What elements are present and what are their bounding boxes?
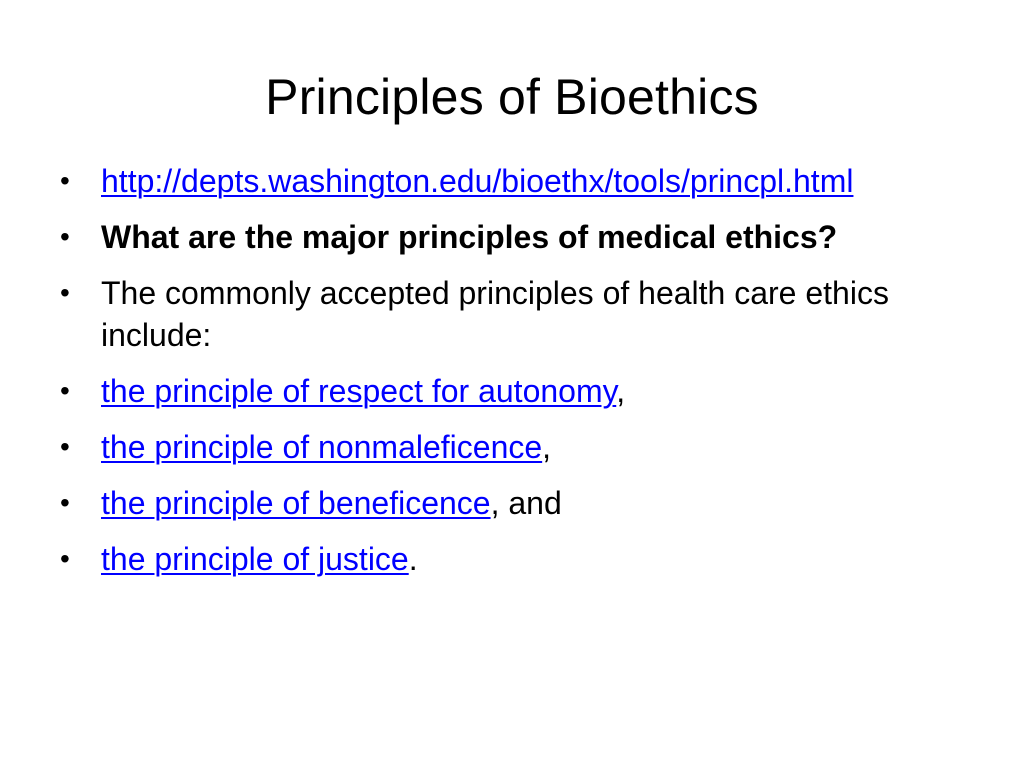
bullet-list — [58, 160, 968, 594]
bullet-icon: • — [60, 375, 70, 406]
intro-text: The commonly accepted principles of health care ethics include: — [101, 275, 889, 353]
question-text: What are the major principles of medical ethics? — [101, 219, 838, 255]
bullet-icon: • — [60, 277, 70, 308]
justice-link[interactable]: the principle of justice — [101, 541, 409, 577]
list-item — [58, 370, 968, 412]
list-item — [58, 272, 968, 356]
autonomy-link[interactable]: the principle of respect for autonomy — [101, 373, 617, 409]
list-item — [58, 538, 968, 580]
list-item — [58, 160, 968, 202]
bullet-icon: • — [60, 487, 70, 518]
item-suffix: . — [408, 541, 418, 577]
principles-url-link[interactable]: http://depts.washington.edu/bioethx/tools/princpl.html — [101, 163, 854, 199]
bullet-icon: • — [60, 543, 70, 574]
item-suffix: , — [616, 373, 626, 409]
bullet-icon: • — [60, 221, 70, 252]
beneficence-link[interactable]: the principle of beneficence — [101, 485, 491, 521]
bullet-icon: • — [60, 165, 70, 196]
list-item — [58, 482, 968, 524]
item-suffix: , — [542, 429, 552, 465]
bullet-icon: • — [60, 431, 70, 462]
item-suffix: , and — [490, 485, 562, 521]
slide-title: Principles of Bioethics — [265, 69, 759, 125]
list-item — [58, 216, 968, 258]
list-item — [58, 426, 968, 468]
nonmaleficence-link[interactable]: the principle of nonmaleficence — [101, 429, 543, 465]
